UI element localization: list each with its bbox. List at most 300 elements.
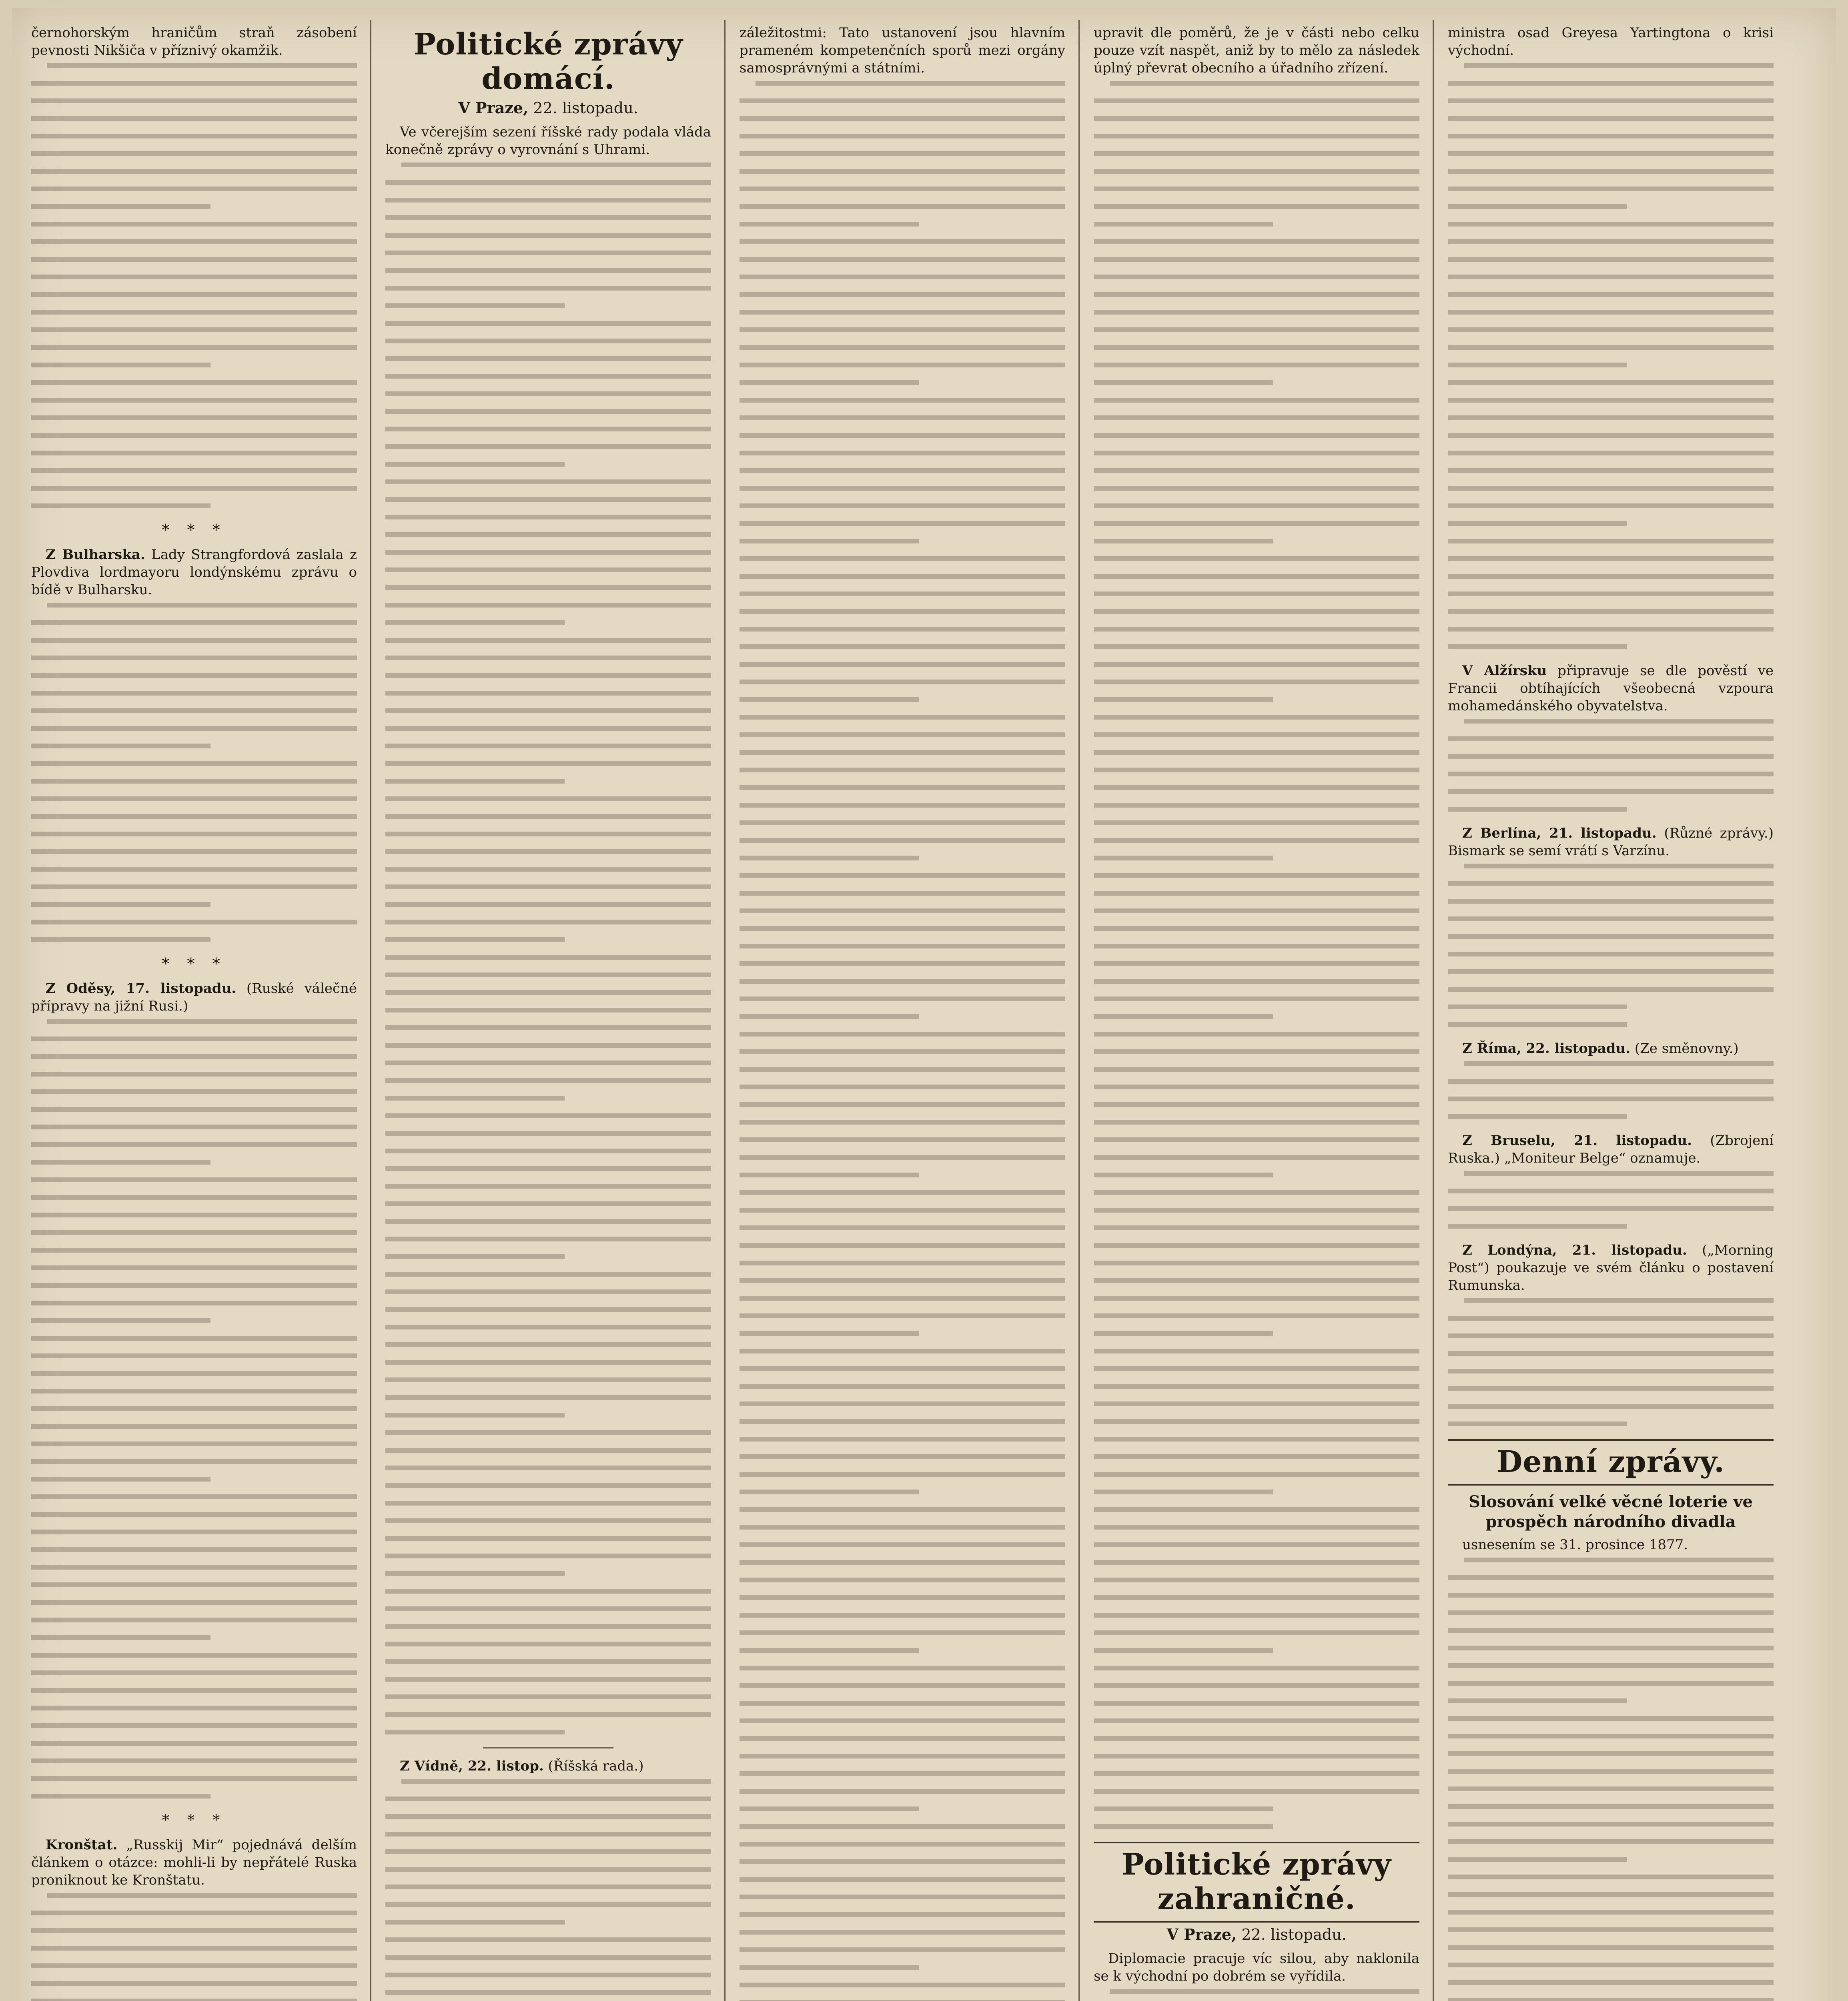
text-line: [740, 98, 1065, 103]
col5-text-block-3: [1448, 864, 1774, 1027]
text-line: [31, 486, 357, 491]
text-line: [1448, 1422, 1627, 1426]
col1-text-block-1: [31, 63, 357, 508]
col5-article-4-lead: Z Bruselu, 21. listopadu.: [1462, 1133, 1692, 1149]
text-line: [740, 856, 919, 860]
text-line: [740, 1032, 1065, 1037]
text-line: [1094, 539, 1273, 543]
text-line: [385, 427, 711, 431]
text-line: [1448, 789, 1774, 794]
text-line: [1094, 1507, 1419, 1512]
text-line: [1094, 1472, 1419, 1477]
text-line: [740, 697, 919, 702]
text-line: [385, 1920, 565, 1925]
text-line: [740, 1560, 1065, 1565]
text-line: [1448, 1022, 1627, 1027]
col5-article-2: [1448, 824, 1774, 860]
text-line: [1464, 63, 1774, 68]
text-line: [1448, 736, 1774, 741]
text-line: [740, 1208, 1065, 1213]
text-line: [31, 814, 357, 819]
text-line: [740, 1120, 1065, 1125]
text-line: [31, 937, 210, 942]
text-line: [1094, 768, 1419, 772]
column-1: [24, 24, 364, 2001]
text-line: [1448, 151, 1774, 156]
text-line: [31, 832, 357, 836]
text-line: [401, 162, 711, 167]
text-line: [1448, 1875, 1774, 1879]
text-line: [385, 1272, 711, 1277]
text-line: [740, 1437, 1065, 1442]
text-line: [740, 1859, 1065, 1864]
text-line: [740, 1877, 1065, 1882]
text-line: [1448, 1575, 1774, 1580]
column-4: [1086, 24, 1427, 2001]
text-line: [1094, 662, 1419, 667]
text-line: [1448, 257, 1774, 262]
text-line: [740, 785, 1065, 790]
text-line: [1448, 1351, 1774, 1356]
text-line: [1448, 1698, 1627, 1703]
text-line: [385, 1166, 711, 1171]
text-line: [1464, 864, 1774, 868]
text-line: [31, 1125, 357, 1129]
text-line: [740, 1842, 1065, 1847]
text-line: [385, 1571, 565, 1576]
text-line: [1094, 1824, 1273, 1829]
text-line: [1094, 1173, 1273, 1177]
text-line: [31, 1618, 357, 1622]
text-line: [1448, 1980, 1774, 1985]
text-line: [1448, 644, 1627, 649]
text-line: [1094, 1225, 1419, 1230]
col5-opening-text: ministra osad Greyesa Yartingtona o krisi východní.: [1448, 25, 1774, 58]
text-line: [31, 1635, 210, 1640]
text-line: [1448, 503, 1774, 508]
text-line: [1094, 222, 1273, 227]
text-line: [31, 1336, 357, 1341]
text-line: [385, 1096, 565, 1101]
text-line: [1094, 820, 1419, 825]
dateline-date: 22. listopadu.: [1241, 1926, 1347, 1943]
text-line: [385, 1659, 711, 1664]
column-5: [1441, 24, 1781, 2001]
text-line: [740, 961, 1065, 966]
text-line: [31, 1301, 357, 1305]
text-line: [1110, 81, 1419, 86]
text-line: [31, 1318, 210, 1323]
text-line: [1448, 204, 1627, 209]
text-line: [31, 1424, 357, 1429]
text-line: [1448, 807, 1627, 812]
text-line: [31, 1459, 357, 1464]
col5-article-2-text: (Různé zprávy.) Bismark se semí vrátí s Varzínu.: [1448, 825, 1774, 859]
column-3: [732, 24, 1072, 2001]
text-line: [740, 1912, 1065, 1917]
col4-foreign-opening: Diplomacie pracuje víc silou, aby naklonila se k východní po dobrém se vyřídila.: [1094, 1951, 1419, 1984]
text-line: [740, 574, 1065, 579]
text-line: [385, 1677, 711, 1682]
text-line: [385, 233, 711, 238]
text-line: [385, 1867, 711, 1872]
text-line: [385, 303, 565, 308]
text-line: [31, 779, 357, 784]
text-line: [385, 656, 711, 660]
column-2: [378, 24, 718, 2001]
text-line: [385, 1849, 711, 1854]
text-line: [740, 715, 1065, 720]
text-line: [1094, 961, 1419, 966]
text-line: [740, 926, 1065, 931]
text-line: [740, 1313, 1065, 1318]
text-line: [1448, 433, 1774, 438]
text-line: [740, 134, 1065, 138]
text-line: [740, 996, 1065, 1001]
text-line: [740, 1718, 1065, 1723]
text-line: [1094, 891, 1419, 896]
text-line: [31, 81, 357, 86]
text-line: [31, 134, 357, 138]
text-line: [1094, 363, 1419, 367]
text-line: [740, 503, 1065, 508]
text-line: [1448, 486, 1774, 491]
col1-opening-text: černohorským hraničům straň zásobení pevnosti Nikšiča v příznivý okamžik.: [31, 25, 357, 58]
text-line: [31, 1981, 357, 1986]
text-line: [740, 1349, 1065, 1353]
text-line: [1448, 539, 1774, 543]
text-line: [740, 310, 1065, 315]
text-line: [1448, 1963, 1774, 1967]
text-line: [385, 1377, 711, 1382]
text-line: [385, 1606, 711, 1611]
text-line: [740, 363, 1065, 367]
text-line: [1094, 451, 1419, 455]
text-line: [740, 151, 1065, 156]
col5-article-1-lead: V Alžírsku: [1462, 663, 1547, 679]
text-line: [1094, 1754, 1419, 1758]
col5-text-block-6: [1448, 1298, 1774, 1426]
text-line: [385, 550, 711, 555]
text-line: [1094, 644, 1419, 649]
col4-text-block-2: [1094, 1989, 1419, 2001]
text-line: [740, 1525, 1065, 1530]
text-line: [740, 1366, 1065, 1371]
text-line: [1448, 292, 1774, 297]
text-line: [31, 708, 357, 713]
text-line: [1094, 1560, 1419, 1565]
text-line: [1094, 1490, 1273, 1494]
text-line: [1448, 468, 1774, 473]
column-rule: [1078, 20, 1080, 2001]
text-line: [31, 884, 357, 889]
col5-article-4-text: (Zbrojení Ruska.) „Moniteur Belge“ oznamuje.: [1448, 1133, 1774, 1166]
text-line: [385, 1413, 565, 1418]
col1-article-1-lead: Z Bulharska.: [46, 547, 145, 563]
text-line: [1448, 327, 1774, 332]
text-line: [31, 468, 357, 473]
text-line: [385, 1360, 711, 1365]
text-line: [31, 239, 357, 244]
text-line: [385, 726, 711, 731]
text-line: [385, 1832, 711, 1837]
text-line: [385, 567, 711, 572]
text-line: [31, 1963, 357, 1968]
text-line: [385, 532, 711, 537]
text-line: [740, 239, 1065, 244]
text-line: [740, 979, 1065, 984]
section-separator: * * *: [162, 1811, 226, 1829]
text-line: [740, 275, 1065, 279]
text-line: [31, 169, 357, 174]
text-line: [1448, 239, 1774, 244]
text-line: [31, 186, 357, 191]
text-line: [31, 1758, 357, 1763]
text-line: [47, 63, 357, 68]
col2-text-block-2: [385, 1779, 711, 2001]
text-line: [1448, 398, 1774, 403]
text-line: [1094, 1331, 1273, 1336]
text-line: [47, 1893, 357, 1898]
text-line: [740, 1243, 1065, 1248]
text-line: [385, 1589, 711, 1594]
text-line: [31, 673, 357, 678]
text-line: [31, 1177, 357, 1182]
text-line: [1448, 169, 1774, 174]
col5-article-2-lead: Z Berlína, 21. listopadu.: [1462, 825, 1657, 841]
text-line: [385, 409, 711, 414]
text-line: [1094, 591, 1419, 596]
text-line: [740, 1173, 919, 1177]
text-line: [385, 462, 565, 467]
col1-article-2: [31, 980, 357, 1015]
text-line: [1448, 1333, 1774, 1338]
text-line: [1094, 1595, 1419, 1600]
text-line: [385, 391, 711, 396]
text-line: [1094, 944, 1419, 948]
text-line: [31, 1741, 357, 1746]
text-line: [385, 1448, 711, 1453]
text-line: [1448, 1206, 1774, 1211]
text-line: [1094, 1683, 1419, 1688]
text-line: [1448, 310, 1774, 315]
text-line: [31, 849, 357, 854]
text-line: [1094, 134, 1419, 138]
text-line: [740, 750, 1065, 755]
text-line: [1448, 1734, 1774, 1738]
text-line: [1448, 1079, 1774, 1084]
text-line: [31, 1670, 357, 1675]
text-line: [1094, 732, 1419, 737]
text-line: [31, 1547, 357, 1552]
text-line: [1094, 926, 1419, 931]
text-line: [1094, 1032, 1419, 1037]
text-line: [1448, 1628, 1774, 1633]
text-line: [1448, 1910, 1774, 1915]
text-line: [385, 937, 565, 942]
text-line: [385, 673, 711, 678]
dateline: [1094, 1925, 1419, 1944]
text-line: [385, 884, 711, 889]
text-line: [1094, 1542, 1419, 1547]
text-line: [1094, 1384, 1419, 1389]
col2-article-1: [385, 1757, 711, 1775]
text-line: [1448, 1804, 1774, 1809]
text-line: [1448, 627, 1774, 632]
text-line: [385, 1307, 711, 1312]
text-line: [1094, 380, 1273, 385]
text-line: [740, 486, 1065, 491]
text-line: [31, 1142, 357, 1147]
text-line: [31, 151, 357, 156]
text-line: [1094, 239, 1419, 244]
text-line: [740, 292, 1065, 297]
text-line: [31, 1054, 357, 1059]
section-title-foreign: Politické zprávy zahraničné.: [1094, 1842, 1419, 1923]
text-line: [1448, 116, 1774, 121]
text-line: [1448, 1404, 1774, 1409]
text-line: [740, 327, 1065, 332]
text-line: [1094, 433, 1419, 438]
text-line: [740, 803, 1065, 808]
text-line: [1448, 591, 1774, 596]
text-line: [740, 1736, 1065, 1741]
text-line: [31, 204, 210, 209]
text-line: [1094, 556, 1419, 561]
text-line: [31, 1089, 357, 1094]
text-line: [740, 1402, 1065, 1406]
text-line: [31, 1442, 357, 1446]
text-line: [385, 1008, 711, 1013]
text-line: [385, 1254, 565, 1259]
text-line: [31, 638, 357, 643]
text-line: [1448, 1610, 1774, 1615]
text-line: [31, 1353, 357, 1358]
newspaper-page: [12, 8, 1836, 2001]
text-line: [1094, 468, 1419, 473]
text-line: [1448, 754, 1774, 759]
text-line: [740, 1701, 1065, 1706]
col2-opening-text: Ve včerejším sezení říšské rady podala vláda konečně zprávy o vyrovnání s Uhrami.: [385, 124, 711, 158]
text-line: [1094, 1525, 1419, 1530]
text-line: [740, 644, 1065, 649]
text-line: [740, 380, 919, 385]
text-line: [740, 873, 1065, 878]
text-line: [385, 1814, 711, 1819]
text-line: [740, 732, 1065, 737]
text-line: [385, 1113, 711, 1118]
text-line: [31, 691, 357, 696]
text-line: [31, 345, 357, 350]
text-line: [1448, 81, 1774, 86]
text-line: [740, 908, 1065, 913]
text-line: [1448, 363, 1627, 367]
column-rule: [370, 20, 371, 2001]
col3-text-block-1: [740, 81, 1065, 2001]
text-line: [1448, 574, 1774, 579]
text-line: [1448, 1646, 1774, 1650]
text-line: [385, 761, 711, 766]
text-line: [1094, 1718, 1419, 1723]
text-line: [385, 585, 711, 590]
text-line: [385, 198, 711, 203]
text-line: [1464, 719, 1774, 724]
text-line: [385, 1061, 711, 1065]
text-line: [740, 433, 1065, 438]
text-line: [740, 521, 1065, 526]
text-line: [1110, 1989, 1419, 1994]
col4-opening-text: upravit dle poměrů, že je v části nebo celku pouze vzít naspět, aniž by to mělo za následek úplný převrat obecního a úřadního zřízení.: [1094, 25, 1419, 76]
text-line: [740, 1049, 1065, 1054]
text-line: [1448, 1386, 1774, 1391]
text-line: [31, 1494, 357, 1499]
text-line: [31, 1600, 357, 1605]
text-line: [385, 1149, 711, 1153]
text-line: [31, 380, 357, 385]
text-line: [31, 1195, 357, 1200]
text-line: [1094, 204, 1419, 209]
text-line: [740, 1454, 1065, 1459]
text-line: [1448, 1005, 1627, 1009]
text-line: [385, 1043, 711, 1048]
text-line: [385, 867, 711, 872]
text-line: [740, 1895, 1065, 1899]
text-line: [385, 638, 711, 643]
col5-article-5-lead: Z Londýna, 21. listopadu.: [1462, 1242, 1687, 1258]
text-line: [1448, 987, 1774, 992]
section-separator: * * *: [162, 521, 226, 539]
text-line: [740, 1225, 1065, 1230]
col1-article-2-lead: Z Oděsy, 17. listopadu.: [46, 980, 237, 996]
text-line: [385, 1201, 711, 1206]
text-line: [1448, 609, 1774, 614]
text-line: [740, 609, 1065, 614]
text-line: [740, 1771, 1065, 1776]
text-line: [1448, 1945, 1774, 1950]
text-line: [31, 1776, 357, 1781]
text-line: [385, 356, 711, 361]
text-line: [385, 1624, 711, 1629]
col5-article-1-text: připravuje se dle pověstí ve Francii obtíhajících všeobecná vzpoura mohamedánského obyvatelstva.: [1448, 663, 1774, 714]
text-line: [1094, 1771, 1419, 1776]
text-line: [385, 1955, 711, 1960]
text-line: [740, 1472, 1065, 1477]
text-line: [385, 515, 711, 519]
text-line: [740, 468, 1065, 473]
text-line: [31, 1107, 357, 1112]
text-line: [385, 1518, 711, 1523]
text-line: [1094, 521, 1419, 526]
text-line: [740, 1261, 1065, 1265]
col5-text-block-2: [1448, 719, 1774, 812]
text-line: [385, 251, 711, 255]
text-line: [740, 1648, 919, 1653]
col5-text-block-4: [1448, 1061, 1774, 1119]
text-line: [401, 1779, 711, 1784]
text-line: [1448, 1114, 1627, 1119]
text-line: [385, 1902, 711, 1907]
text-line: [31, 1477, 210, 1482]
col5-article-3-lead: Z Říma, 22. listopadu.: [1462, 1041, 1630, 1057]
text-line: [740, 257, 1065, 262]
text-line: [385, 180, 711, 185]
text-line: [385, 1642, 711, 1646]
section-separator: * * *: [162, 955, 226, 972]
text-line: [740, 1190, 1065, 1195]
col1-article-3-text: „Russkij Mir“ pojednává delším článkem o otázce: mohli-li by nepřátelé Ruska proniknout ke Kronštatu.: [31, 1837, 357, 1888]
text-line: [385, 1885, 711, 1889]
text-line: [31, 327, 357, 332]
